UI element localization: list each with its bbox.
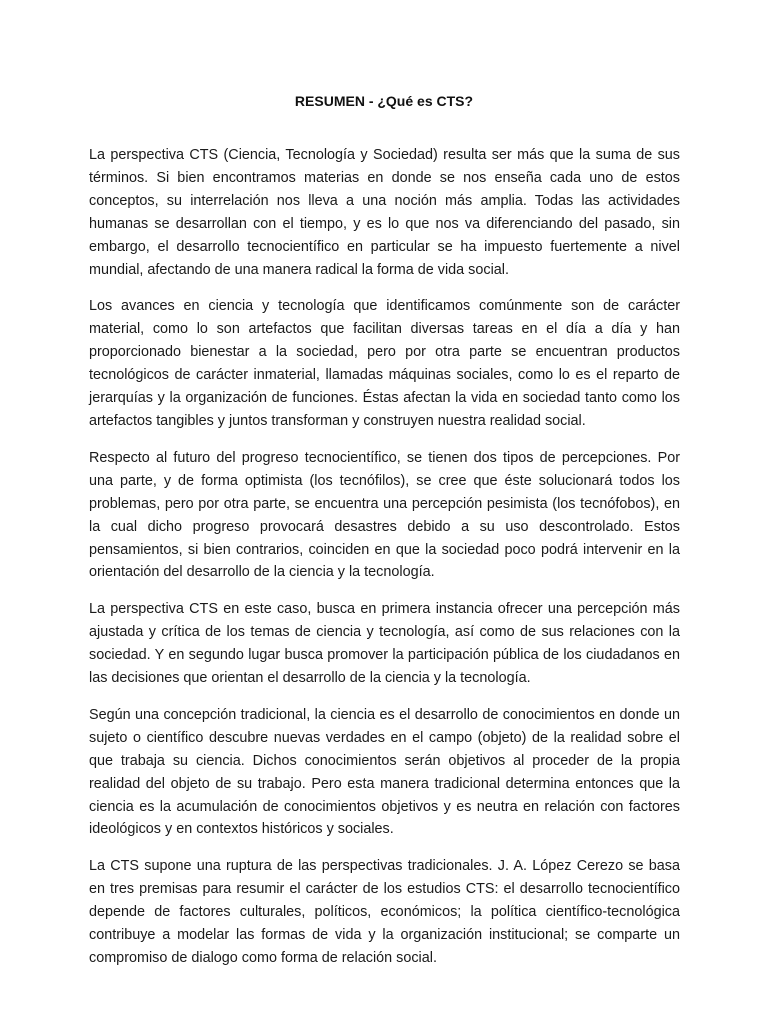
- paragraph: La perspectiva CTS (Ciencia, Tecnología y Sociedad) resulta ser más que la suma de sus términos. Si bien encontramos materias en donde se nos enseña cada uno de estos conceptos, su interrelación nos lleva a una noción más amplia. Todas las actividades humanas se desarrollan con el tiempo, y es lo que nos va diferenciando del pasado, sin embargo, el desarrollo tecnocientífico en particular se ha impuesto fuertemente a nivel mundial, afectando de una manera radical la forma de vida social.: [89, 147, 680, 278]
- paragraph: La perspectiva CTS en este caso, busca en primera instancia ofrecer una percepción más ajustada y crítica de los temas de ciencia y tecnología, así como de sus relaciones con la sociedad. Y en segundo lugar busca promover la participación pública de los ciudadanos en las decisiones que orientan el desarrollo de la ciencia y la tecnología.: [89, 601, 680, 687]
- paragraph: La CTS supone una ruptura de las perspectivas tradicionales. J. A. López Cerezo se basa en tres premisas para resumir el carácter de los estudios CTS: el desarrollo tecnocientífico depende de factores culturales, políticos, económicos; la política científico-tecnológica contribuye a modelar las formas de vida y la organización institucional; se comparte un compromiso de dialogo como forma de relación social.: [89, 858, 680, 966]
- paragraph: Respecto al futuro del progreso tecnocientífico, se tienen dos tipos de percepciones. Por una parte, y de forma optimista (los tecnófilos), se cree que éste solucionará todos los problemas, pero por otra parte, se encuentra una percepción pesimista (los tecnófobos), en la cual dicho progreso provocará desastres debido a su uso descontrolado. Estos pensamientos, si bien contrarios, coinciden en que la sociedad poco podrá intervenir en la orientación del desarrollo de la ciencia y la tecnología.: [89, 449, 680, 581]
- document-title: RESUMEN - ¿Qué es CTS?: [294, 93, 474, 109]
- document-body: [89, 144, 680, 970]
- paragraph: Según una concepción tradicional, la ciencia es el desarrollo de conocimientos en donde un sujeto o científico descubre nuevas verdades en el campo (objeto) de la realidad sobre el que trabaja su ciencia. Dichos conocimientos serán objetivos al proceder de la propia realidad del objeto de su trabajo. Pero esta manera tradicional determina entonces que la ciencia es la acumulación de conocimientos objetivos y es neutra en relación con factores ideológicos y en contextos históricos y sociales.: [89, 706, 680, 838]
- paragraph: Los avances en ciencia y tecnología que identificamos comúnmente son de carácter material, como lo son artefactos que facilitan diversas tareas en el día a día y han proporcionado bienestar a la sociedad, pero por otra parte se encuentran productos tecnológicos de carácter inmaterial, llamadas máquinas sociales, como lo es el reparto de jerarquías y la organización de funciones. Éstas afectan la vida en sociedad tanto como los artefactos tangibles y juntos transforman y construyen nuestra realidad social.: [89, 298, 680, 429]
